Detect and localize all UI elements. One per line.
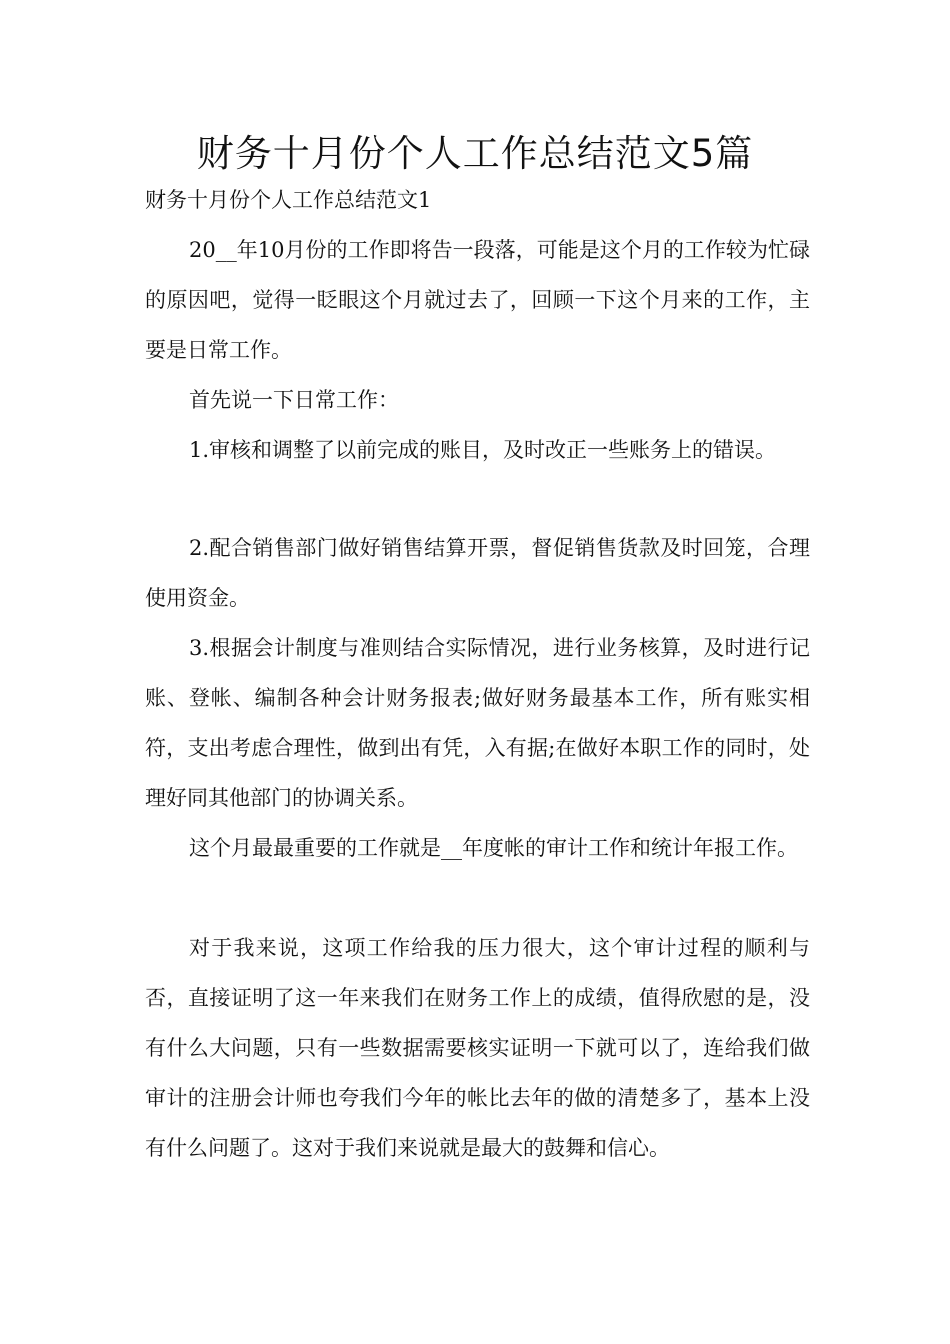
section-heading: 财务十月份个人工作总结范文1 [145,188,432,212]
paragraph-audit: 这个月最最重要的工作就是__年度帐的审计工作和统计年报工作。 [189,836,798,860]
paragraph-intro: 20__年10月份的工作即将告一段落，可能是这个月的工作较为忙碌的原因吧，觉得一眨眼这个月就过去了，回顾一下这个月来的工作，主要是日常工作。 [145,238,810,362]
paragraph-item-2: 2.配合销售部门做好销售结算开票，督促销售货款及时回笼，合理使用资金。 [145,536,810,610]
paragraph-reflection: 对于我来说，这项工作给我的压力很大，这个审计过程的顺利与否，直接证明了这一年来我们在财务工作上的成绩，值得欣慰的是，没有什么大问题，只有一些数据需要核实证明一下就可以了，连给我们做审计的注册会计师也夸我们今年的帐比去年的做的清楚多了，基本上没有什么问题了。这对于我们来说就是最大的鼓舞和信心。 [145,936,810,1160]
document-title: 财务十月份个人工作总结范文5篇 [196,132,754,175]
paragraph-item-3: 3.根据会计制度与准则结合实际情况，进行业务核算，及时进行记账、登帐、编制各种会计财务报表;做好财务最基本工作，所有账实相符，支出考虑合理性，做到出有凭，入有据;在做好本职工作的同时，处理好同其他部门的协调关系。 [145,636,810,810]
paragraph-item-1: 1.审核和调整了以前完成的账目，及时改正一些账务上的错误。 [189,438,777,462]
paragraph-daily-work-heading: 首先说一下日常工作： [189,388,399,412]
